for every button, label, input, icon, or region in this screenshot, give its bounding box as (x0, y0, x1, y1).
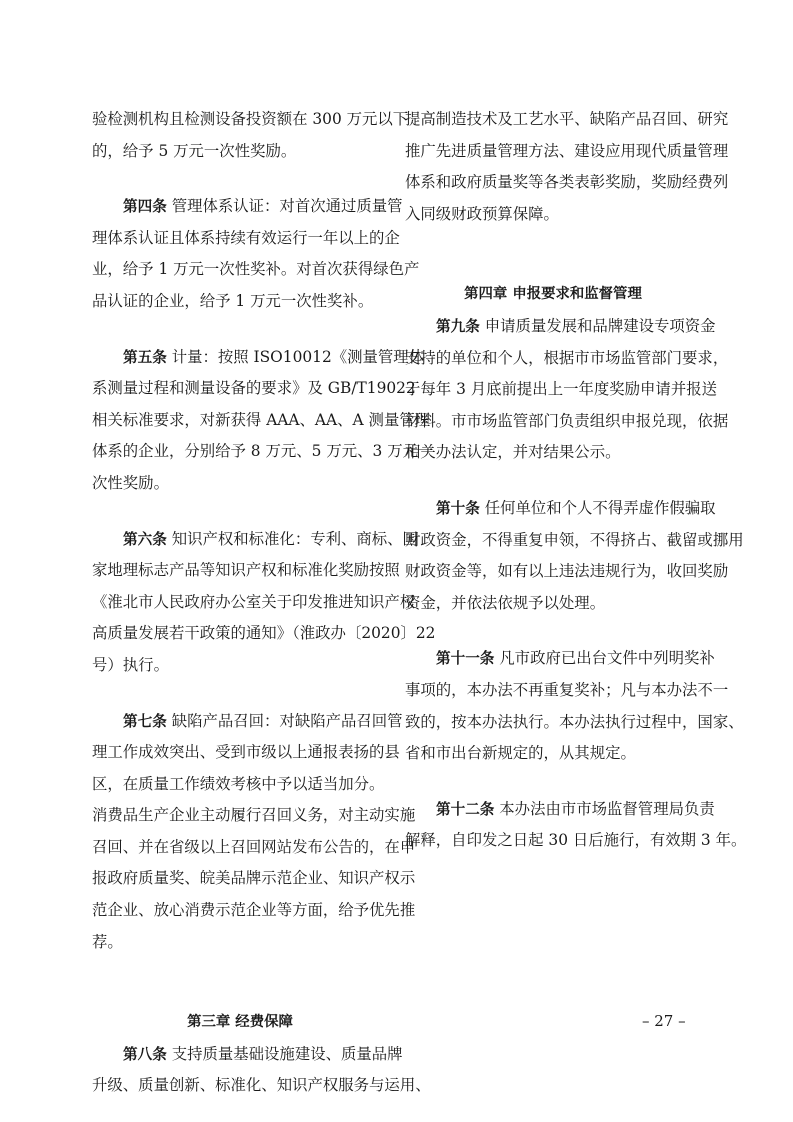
text-line: 荐。 (92, 932, 123, 951)
text-line: 省和市出台新规定的，从其规定。 (405, 744, 636, 763)
article-10 (405, 493, 716, 525)
text-line: 升级、质量创新、标准化、知识产权服务与运用、 (92, 1076, 431, 1095)
text-line: 本办法由市市场监督管理局负责 (494, 799, 715, 818)
article-heading: 第九条 (436, 317, 480, 335)
article-heading: 第八条 (123, 1045, 167, 1063)
text-line: 入同级财政预算保障。 (405, 204, 559, 223)
chapter-4-heading: 第四章 申报要求和监督管理 (464, 286, 642, 303)
text-line: 财政资金，不得重复申领，不得挤占、截留或挪用 (405, 530, 744, 549)
text-line: 高质量发展若干政策的通知》（淮政办〔2020〕22 (92, 624, 436, 643)
text-line: 知识产权和标准化：专利、商标、国 (166, 529, 418, 548)
article-8 (92, 1039, 403, 1071)
left-column (92, 104, 436, 1102)
text-line: 凡市政府已出台文件中列明奖补 (494, 649, 715, 668)
text-line: 体系的企业，分别给予 8 万元、5 万元、3 万元一 (92, 442, 434, 461)
text-line: 申请质量发展和品牌建设专项资金 (479, 316, 716, 335)
text-line: 区，在质量工作绩效考核中予以适当加分。 (92, 774, 385, 793)
text-line: 家地理标志产品等知识产权和标准化奖励按照 (92, 561, 400, 580)
text-line: 财政资金等，如有以上违法违规行为，收回奖励 (405, 562, 729, 581)
text-line: 致的，按本办法执行。本办法执行过程中，国家、 (405, 712, 744, 731)
text-line: 材料。市市场监管部门负责组织申报兑现，依据 (405, 411, 729, 430)
text-line: 任何单位和个人不得弄虚作假骗取 (479, 498, 716, 517)
text-line: 管理体系认证：对首次通过质量管 (166, 197, 403, 216)
text-line: 推广先进质量管理方法、建设应用现代质量管理 (405, 141, 729, 160)
article-heading: 第四条 (123, 198, 167, 216)
text-line: 的，给予 5 万元一次性奖励。 (92, 141, 297, 160)
text-line: 资金，并依法依规予以处理。 (405, 593, 606, 612)
article-6 (92, 524, 418, 556)
text-line: 消费品生产企业主动履行召回义务，对主动实施 (92, 806, 416, 825)
article-heading: 第十条 (436, 499, 480, 517)
text-line: 范企业、放心消费示范企业等方面，给予优先推 (92, 901, 416, 920)
article-11 (405, 643, 715, 675)
text-line: 事项的，本办法不再重复奖补；凡与本办法不一 (405, 680, 729, 699)
article-7 (92, 706, 403, 738)
text-line: 支持质量基础设施建设、质量品牌 (166, 1044, 403, 1063)
article-heading: 第七条 (123, 712, 167, 730)
text-line: 次性奖励。 (92, 473, 169, 492)
text-line: 召回、并在省级以上召回网站发布公告的，在申 (92, 837, 416, 856)
text-line: 体系和政府质量奖等各类表彰奖励，奖励经费列 (405, 173, 729, 192)
text-line: 验检测机构且检测设备投资额在 300 万元以下 (92, 110, 409, 128)
text-line: 理工作成效突出、受到市级以上通报表扬的县 (92, 743, 400, 762)
text-line: 相关标准要求，对新获得 AAA、AA、A 测量管理 (92, 410, 431, 429)
article-heading: 第十二条 (436, 800, 495, 818)
text-line: 相关办法认定，并对结果公示。 (405, 443, 621, 462)
text-line: 报政府质量奖、皖美品牌示范企业、知识产权示 (92, 869, 416, 888)
article-heading: 第六条 (123, 530, 167, 548)
text-line: 缺陷产品召回：对缺陷产品召回管 (166, 711, 403, 730)
text-line: 系测量过程和测量设备的要求》及 GB/T19022 (92, 379, 416, 398)
text-line: 号）执行。 (92, 655, 169, 674)
article-9 (405, 311, 716, 343)
text-line: 《淮北市人民政府办公室关于印发推进知识产权 (92, 592, 416, 611)
text-line: 提高制造技术及工艺水平、缺陷产品召回、研究 (405, 110, 729, 128)
text-line: 计量：按照 ISO10012《测量管理体 (166, 347, 425, 366)
text-line: 品认证的企业，给予 1 万元一次性奖补。 (92, 291, 374, 310)
text-line: 解释，自印发之日起 30 日后施行，有效期 3 年。 (405, 831, 747, 850)
article-5 (92, 342, 425, 374)
article-12 (405, 794, 715, 826)
text-line: 于每年 3 月底前提出上一年度奖励申请并报送 (405, 380, 717, 399)
text-line: 支持的单位和个人，根据市市场监管部门要求， (405, 348, 729, 367)
article-heading: 第五条 (123, 348, 167, 366)
text-line: 业，给予 1 万元一次性奖补。对首次获得绿色产 (92, 260, 420, 279)
chapter-3-heading: 第三章 经费保障 (187, 1014, 293, 1031)
right-column (405, 104, 747, 857)
text-line: 理体系认证且体系持续有效运行一年以上的企 (92, 228, 400, 247)
article-heading: 第十一条 (436, 650, 495, 668)
article-4 (92, 191, 403, 223)
page-number: – 27 – (642, 1012, 686, 1030)
